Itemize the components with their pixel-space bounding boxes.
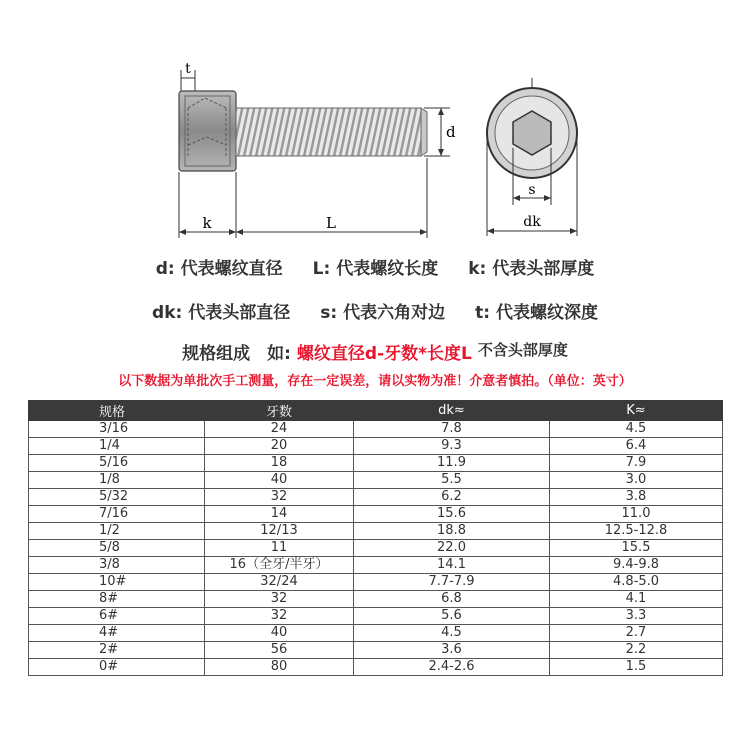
table-cell: 15.5 [550,540,723,557]
table-cell: 1/8 [29,472,205,489]
table-row [29,574,723,591]
table-cell: 12/13 [205,523,354,540]
screw-thread [236,108,427,156]
d-dimension [424,108,456,156]
table-cell: 6.4 [550,438,723,455]
legend-item: t: 代表螺纹深度 [475,303,598,323]
table-cell: 3.3 [550,608,723,625]
table-cell: 6# [29,608,205,625]
table-cell: 32 [205,608,354,625]
table-row [29,557,723,574]
column-header: 规格 [29,401,205,421]
table-row [29,608,723,625]
table-cell: 40 [205,472,354,489]
table-cell: 1/4 [29,438,205,455]
table-cell: 7.8 [354,421,550,438]
t-label: t [185,61,191,77]
table-cell: 3/8 [29,557,205,574]
screw-head-side [179,91,236,171]
table-cell: 6.8 [354,591,550,608]
table-cell: 15.6 [354,506,550,523]
d-label: d [446,123,456,141]
table-cell: 3.8 [550,489,723,506]
table-cell: 6.2 [354,489,550,506]
table-cell: 4.5 [550,421,723,438]
table-cell: 8# [29,591,205,608]
table-cell: 1/2 [29,523,205,540]
table-cell: 7/16 [29,506,205,523]
table-cell: 11.9 [354,455,550,472]
screw-diagram [0,0,750,245]
table-cell: 2.7 [550,625,723,642]
table-row [29,642,723,659]
legend-row-1 [0,254,750,279]
table-cell: 11 [205,540,354,557]
table-cell: 4.1 [550,591,723,608]
legend-item: dk: 代表头部直径 [152,303,291,323]
table-cell: 1.5 [550,659,723,676]
table-row [29,625,723,642]
table-row [29,591,723,608]
table-cell: 20 [205,438,354,455]
table-cell: 5/32 [29,489,205,506]
table-row [29,540,723,557]
table-header-row [29,401,723,421]
table-cell: 12.5-12.8 [550,523,723,540]
table-cell: 16（全牙/半牙） [205,557,354,574]
table-cell: 10# [29,574,205,591]
table-cell: 22.0 [354,540,550,557]
dk-label: dk [523,214,541,230]
table-cell: 4.8-5.0 [550,574,723,591]
table-cell: 32 [205,591,354,608]
table-cell: 3/16 [29,421,205,438]
table-cell: 4.5 [354,625,550,642]
table-row [29,523,723,540]
measurement-note: 以下数据为单批次手工测量，存在一定误差，请以实物为准！介意者慎拍。（单位：英寸） [118,374,632,389]
table-cell: 18.8 [354,523,550,540]
table-cell: 40 [205,625,354,642]
table-cell: 24 [205,421,354,438]
column-header: K≈ [550,401,723,421]
table-cell: 2.4-2.6 [354,659,550,676]
table-cell: 5.5 [354,472,550,489]
table-row [29,489,723,506]
table-cell: 5.6 [354,608,550,625]
legend-item: k: 代表头部厚度 [468,259,595,279]
table-row [29,506,723,523]
legend-item: s: 代表六角对边 [320,303,446,323]
legend-item: L: 代表螺纹长度 [312,259,439,279]
table-row [29,438,723,455]
table-cell: 14.1 [354,557,550,574]
table-cell: 32/24 [205,574,354,591]
table-cell: 7.7-7.9 [354,574,550,591]
k-label: k [202,214,212,232]
table-cell: 18 [205,455,354,472]
spec-composition: 规格组成 如: 螺纹直径d-牙数*长度L 不含头部厚度 [182,341,568,364]
table-body [29,421,723,676]
table-cell: 0# [29,659,205,676]
table-cell: 14 [205,506,354,523]
table-row [29,421,723,438]
table-row [29,659,723,676]
column-header: dk≈ [354,401,550,421]
table-cell: 56 [205,642,354,659]
column-header: 牙数 [205,401,354,421]
table-row [29,472,723,489]
table-cell: 32 [205,489,354,506]
table-cell: 3.0 [550,472,723,489]
table-cell: 9.3 [354,438,550,455]
spec-table [28,400,723,676]
table-cell: 2.2 [550,642,723,659]
t-dimension [181,61,195,95]
legend-row-2 [0,298,750,323]
table-cell: 80 [205,659,354,676]
legend-item: d: 代表螺纹直径 [155,259,283,279]
table-cell: 9.4-9.8 [550,557,723,574]
table-row [29,455,723,472]
table-cell: 5/8 [29,540,205,557]
table-cell: 5/16 [29,455,205,472]
table-cell: 4# [29,625,205,642]
table-cell: 3.6 [354,642,550,659]
table-cell: 2# [29,642,205,659]
L-label: L [326,214,336,232]
s-label: s [528,182,536,198]
table-cell: 7.9 [550,455,723,472]
table-cell: 11.0 [550,506,723,523]
screw-head-top [487,78,577,178]
